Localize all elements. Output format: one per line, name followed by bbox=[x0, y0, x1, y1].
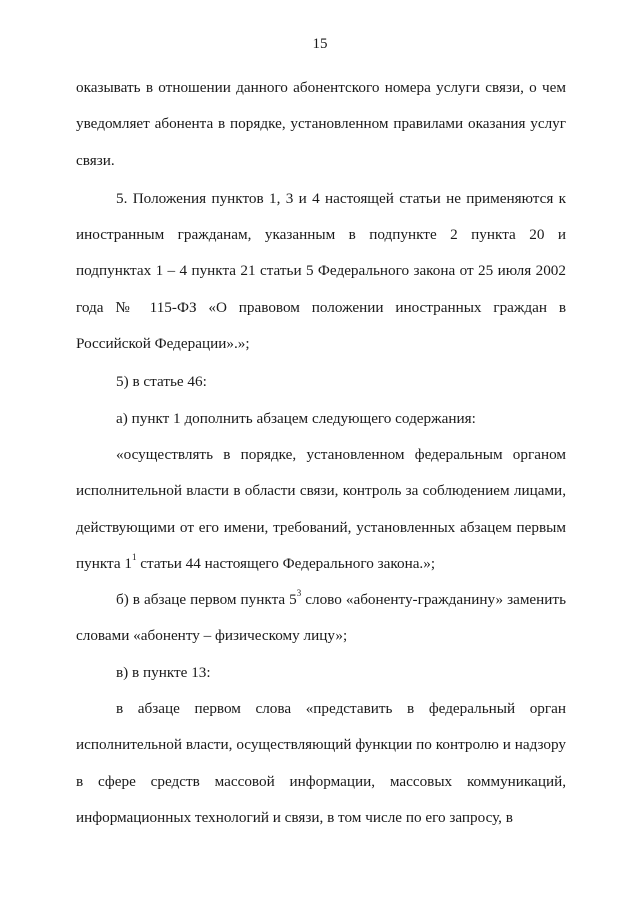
quoted-text-part1: «осуществлять в порядке, установленном федеральным органом исполнительной власти в области связи, контроль за соблюдением лицами, действующими от его имени, требований, установленных абзацем первым пункта 1 bbox=[76, 445, 566, 572]
paragraph-subitem-v: в) в пункте 13: bbox=[116, 663, 211, 681]
paragraph-subitem-b bbox=[76, 582, 566, 655]
paragraph-quoted-text bbox=[76, 437, 566, 582]
paragraph-subitem-a: а) пункт 1 дополнить абзацем следующего содержания: bbox=[116, 409, 476, 427]
paragraph-item-5: 5. Положения пунктов 1, 3 и 4 настоящей статьи не применяются к иностранным гражданам, указанным в подпункте 2 пункта 20 и подпунктах 1 – 4 пункта 21 статьи 5 Федерального закона от 25 июля 2002 года № 115-ФЗ «О правовом положении иностранных граждан в Российской Федерации».»; bbox=[76, 189, 566, 353]
quoted-text-part2: статьи 44 настоящего Федерального закона.»; bbox=[136, 554, 436, 572]
superscript-3: 3 bbox=[296, 588, 302, 599]
page-number: 15 bbox=[312, 36, 328, 52]
subitem-b-part1: б) в абзаце первом пункта 5 bbox=[116, 591, 297, 609]
subitem-b-part2: слово «абоненту-гражданину» заменить словами «абоненту – физическому лицу»; bbox=[76, 591, 566, 645]
superscript-1: 1 bbox=[131, 551, 137, 562]
paragraph-article-46: 5) в статье 46: bbox=[116, 373, 207, 391]
paragraph-continuation: оказывать в отношении данного абонентского номера услуги связи, о чем уведомляет абонента в порядке, установленном правилами оказания услуг связи. bbox=[76, 79, 566, 169]
paragraph-amendment-text: в абзаце первом слова «представить в федеральный орган исполнительной власти, осуществляющий функции по контролю и надзору в сфере средств массовой информации, массовых коммуникаций, информационных технологий и связи, в том числе по его запросу, в bbox=[76, 700, 566, 826]
document-body bbox=[76, 70, 566, 836]
